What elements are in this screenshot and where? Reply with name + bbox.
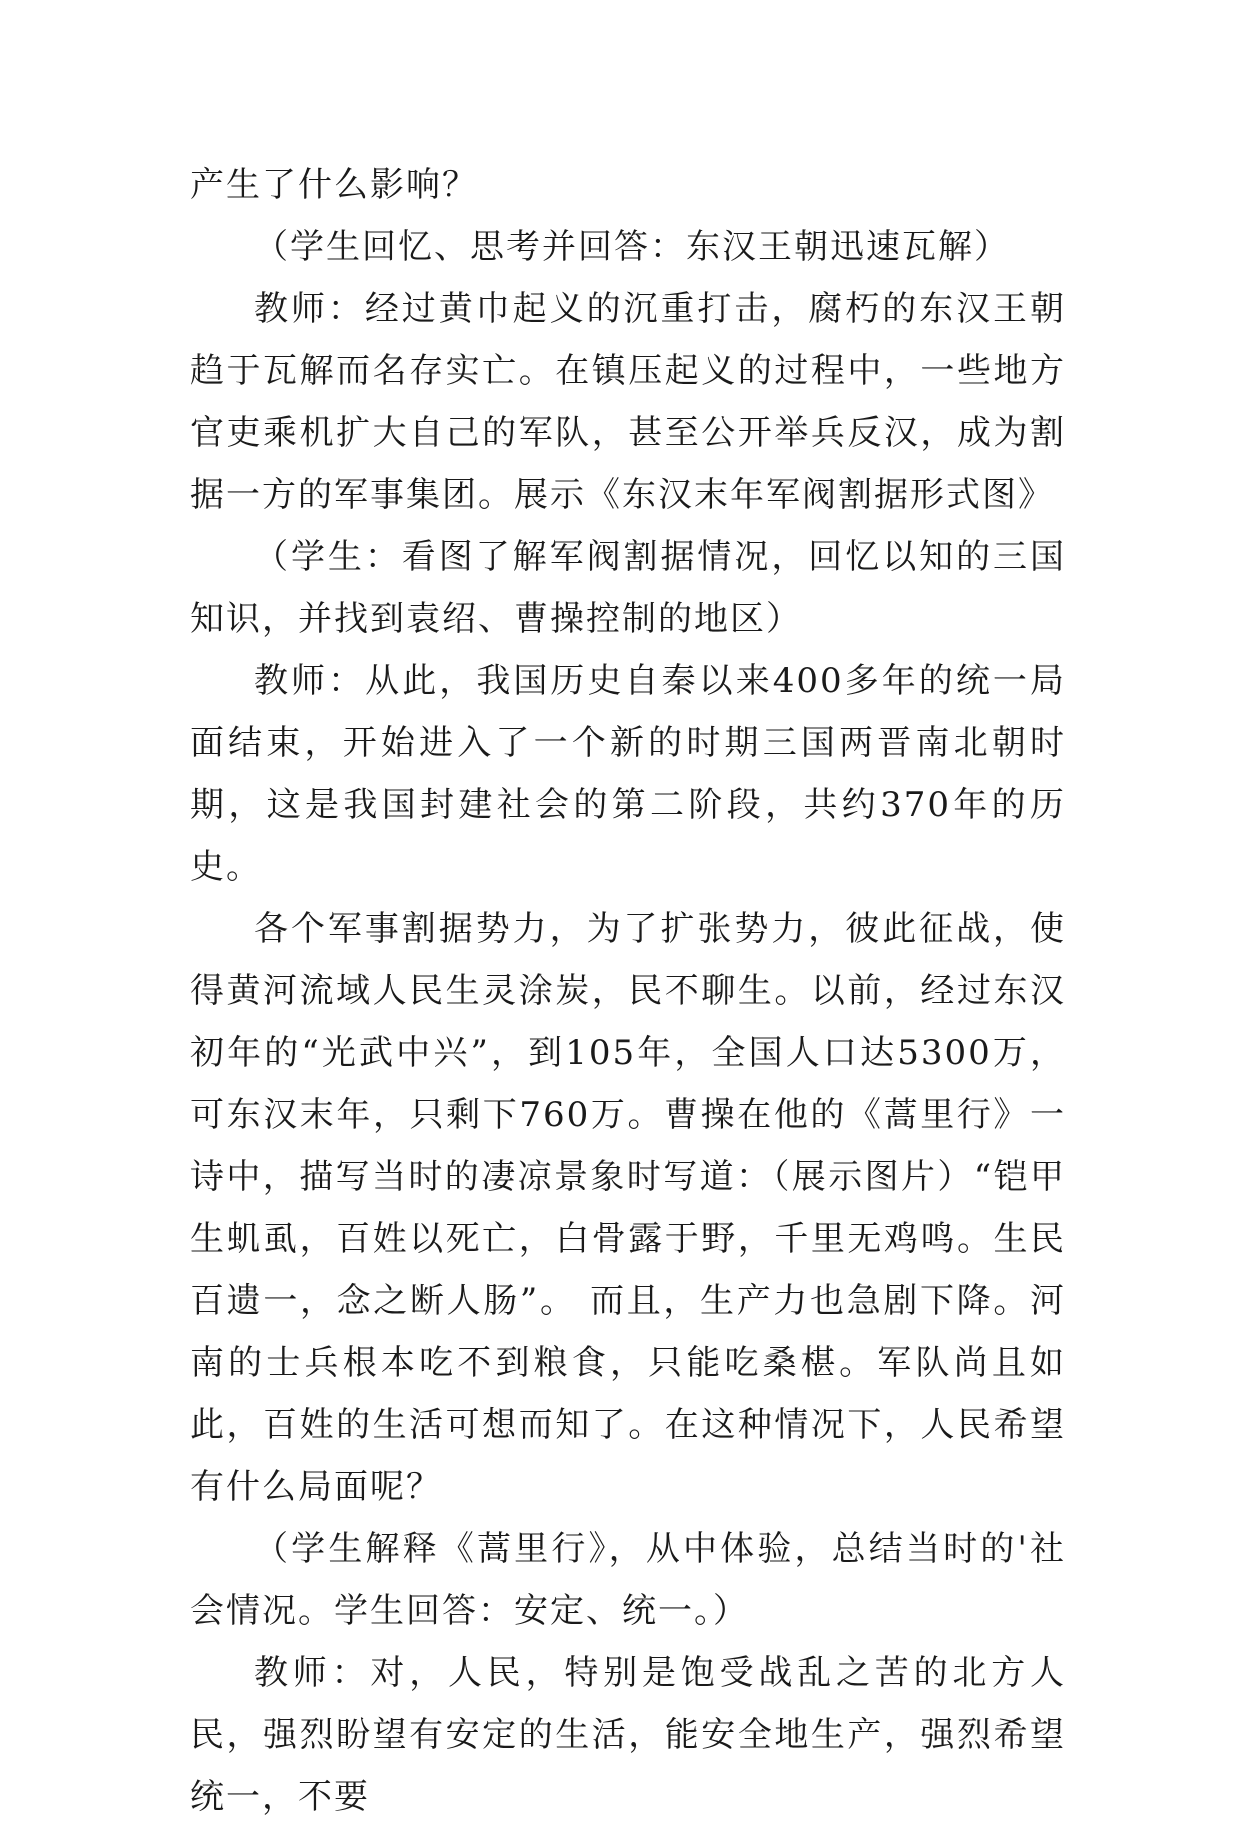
- paragraph-question-end: 产生了什么影响？: [190, 165, 478, 205]
- paragraph-student-answer-2: （学生：看图了解军阀割据情况，回忆以知的三国知识，并找到袁绍、曹操控制的地区）: [190, 537, 1066, 639]
- paragraph-teacher-1: 教师：经过黄巾起义的沉重打击，腐朽的东汉王朝趋于瓦解而名存实亡。在镇压起义的过程中，一些地方官吏乘机扩大自己的军队，甚至公开举兵反汉，成为割据一方的军事集团。展示《东汉末年军阀割据形式图》: [190, 289, 1066, 515]
- paragraph-teacher-3: 教师：对，人民，特别是饱受战乱之苦的北方人民，强烈盼望有安定的生活，能安全地生产，强烈希望统一，不要: [190, 1653, 1066, 1817]
- document-body: [190, 154, 1066, 1828]
- paragraph-teacher-2: 教师：从此，我国历史自秦以来400多年的统一局面结束，开始进入了一个新的时期三国两晋南北朝时期，这是我国封建社会的第二阶段，共约370年的历史。: [190, 661, 1066, 887]
- paragraph-student-answer-1: （学生回忆、思考并回答：东汉王朝迅速瓦解）: [254, 227, 1010, 267]
- paragraph-student-answer-3: （学生解释《蒿里行》，从中体验，总结当时的'社会情况。学生回答：安定、统一。）: [190, 1529, 1066, 1631]
- paragraph-narrative: 各个军事割据势力，为了扩张势力，彼此征战，使得黄河流域人民生灵涂炭，民不聊生。以前，经过东汉初年的“光武中兴”，到105年，全国人口达5300万，可东汉末年，只剩下760万。曹操在他的《蒿里行》一诗中，描写当时的凄凉景象时写道：（展示图片）“铠甲生虮虱，百姓以死亡，白骨露于野，千里无鸡鸣。生民百遗一，念之断人肠”。 而且，生产力也急剧下降。河南的士兵根本吃不到粮食，只能吃桑椹。军队尚且如此，百姓的生活可想而知了。在这种情况下，人民希望有什么局面呢？: [190, 909, 1066, 1507]
